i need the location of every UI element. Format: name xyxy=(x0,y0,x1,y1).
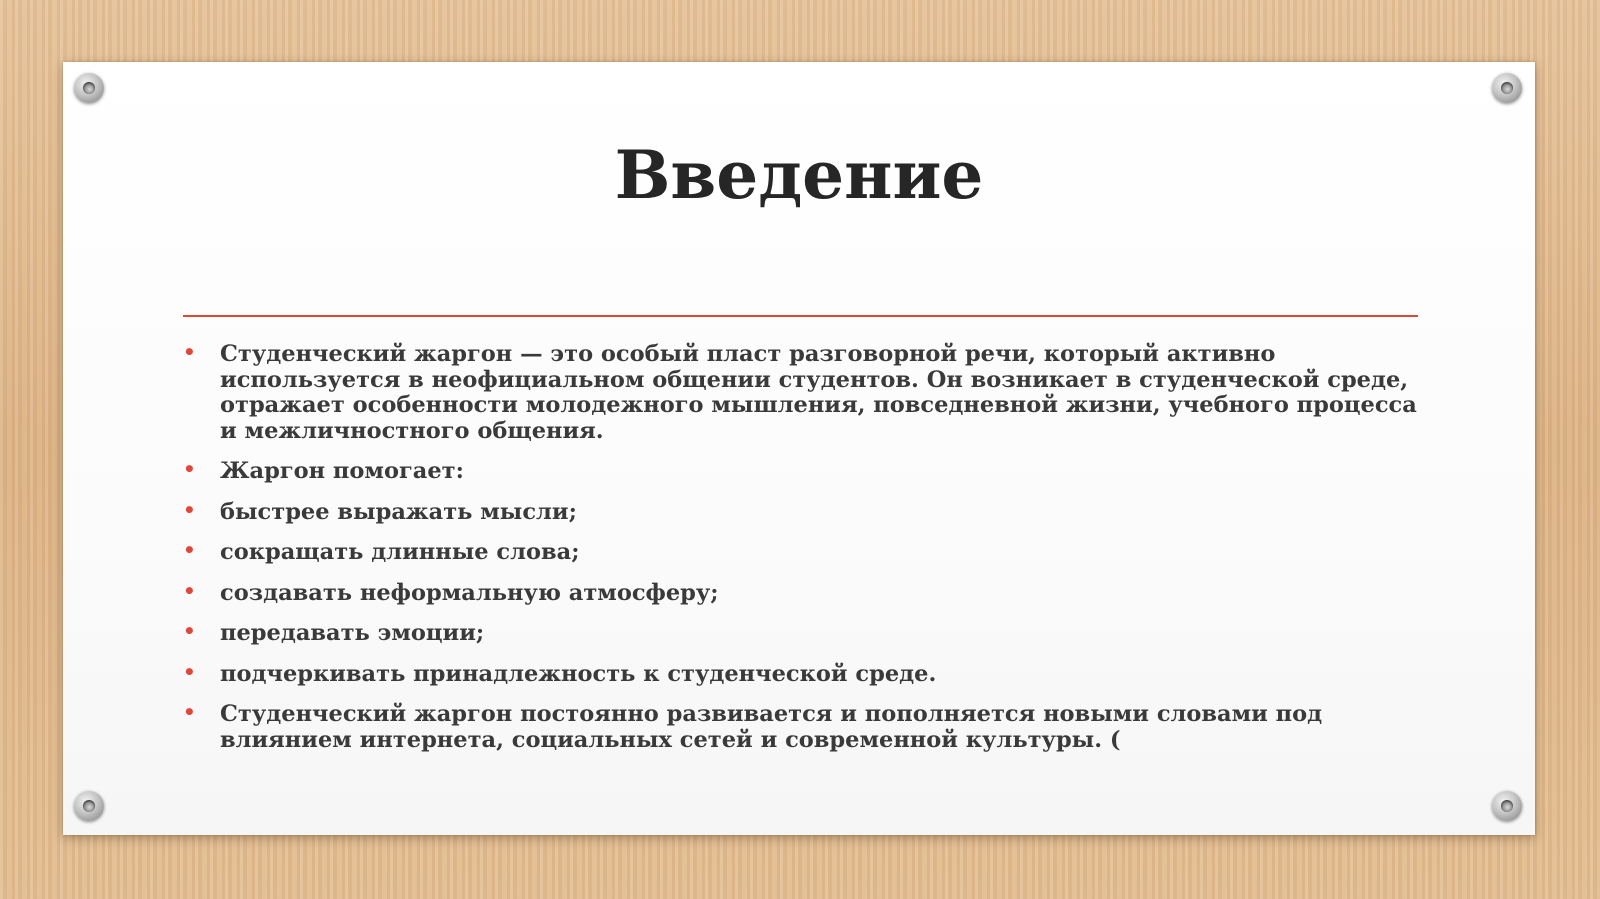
grommet-bottom-left xyxy=(74,791,104,821)
bullet-item-express-faster xyxy=(183,497,1418,526)
slide-card xyxy=(63,62,1535,835)
grommet-top-right xyxy=(1492,73,1522,103)
slide-title: Введение xyxy=(614,136,984,214)
title-divider xyxy=(183,315,1418,317)
bullet-text: создавать неформальную атмосферу; xyxy=(220,579,719,606)
bullet-marker: • xyxy=(183,700,196,724)
bullet-item-shorten-words xyxy=(183,540,1418,566)
bullet-marker: • xyxy=(183,659,196,684)
bullet-text: быстрее выражать мысли; xyxy=(220,498,577,525)
grommet-top-left xyxy=(74,73,104,103)
bullet-item-definition xyxy=(183,342,1418,444)
bullet-marker: • xyxy=(183,578,196,603)
bullet-text: Студенческий жаргон постоянно развивается и пополняется новыми словами под влиянием интернета, социальных сетей и современной культуры. ( xyxy=(220,701,1323,753)
grommet-bottom-right xyxy=(1492,791,1522,821)
bullet-marker: • xyxy=(183,619,196,643)
bullet-item-evolution xyxy=(183,702,1418,753)
bullet-text: Студенческий жаргон — это особый пласт разговорной речи, который активно используется в неофициальном общении студентов. Он возникает в студенческой среде, отражает особенности молодежного мышления, повседневной жизни, учебного процесса и межличностного общения. xyxy=(220,341,1417,444)
bullet-text: подчеркивать принадлежность к студенческой среде. xyxy=(220,660,937,687)
bullet-item-helps xyxy=(183,459,1418,485)
bullet-marker: • xyxy=(183,457,196,481)
bullet-text: сокращать длинные слова; xyxy=(220,539,580,565)
bullet-item-informal-atmosphere xyxy=(183,578,1418,607)
bullet-marker: • xyxy=(183,497,196,522)
bullet-item-emotions xyxy=(183,621,1418,647)
bullet-text: Жаргон помогает: xyxy=(220,458,464,484)
bullet-list xyxy=(183,342,1418,768)
bullet-text: передавать эмоции; xyxy=(220,620,485,646)
bullet-marker: • xyxy=(183,538,196,562)
bullet-item-belonging xyxy=(183,659,1418,688)
bullet-marker: • xyxy=(183,340,196,364)
